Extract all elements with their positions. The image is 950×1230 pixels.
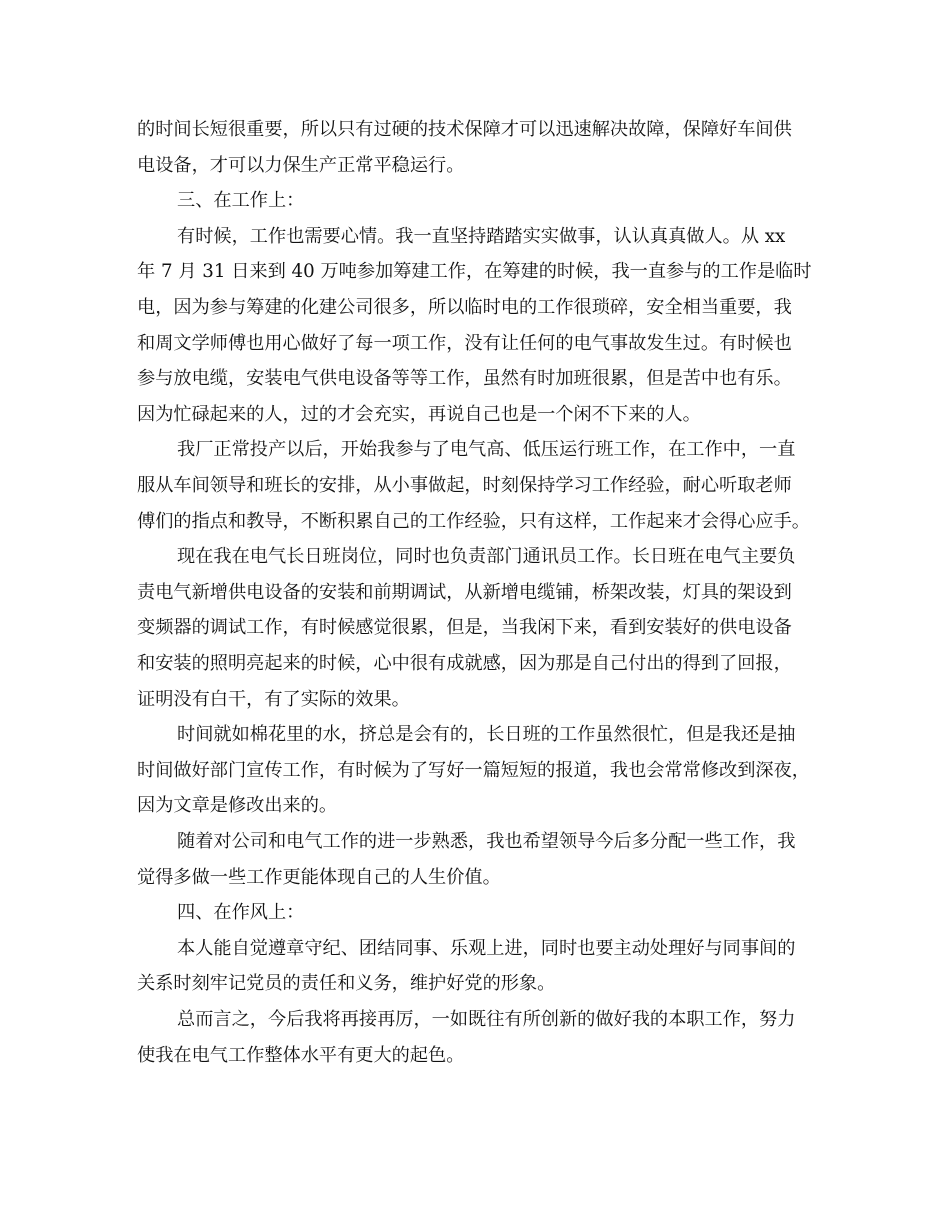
text-line: 时间做好部门宣传工作，有时候为了写好一篇短短的报道，我也会常常修改到深夜， — [137, 759, 810, 781]
text-line: 电设备，才可以力保生产正常平稳运行。 — [137, 154, 465, 176]
text-line: 和周文学师傅也用心做好了每一项工作，没有让任何的电气事故发生过。有时候也 — [137, 332, 792, 354]
text-line: 服从车间领导和班长的安排，从小事做起，时刻保持学习工作经验，耐心听取老师 — [137, 475, 792, 496]
text-line: 因为文章是修改出来的。 — [137, 795, 338, 817]
text-line: 总而言之，今后我将再接再厉，一如既往有所创新的做好我的本职工作，努力 — [177, 1009, 796, 1030]
text-line: 三、在工作上： — [177, 190, 305, 212]
text-line: 因为忙碌起来的人，过的才会充实，再说自己也是一个闲不下来的人。 — [137, 403, 701, 425]
text-line: 变频器的调试工作，有时候感觉很累，但是，当我闲下来，看到安装好的供电设备 — [137, 617, 792, 639]
text-line: 觉得多做一些工作更能体现自己的人生价值。 — [137, 866, 501, 888]
text-line: 电，因为参与筹建的化建公司很多，所以临时电的工作很琐碎，安全相当重要，我 — [137, 297, 792, 318]
text-line: 四、在作风上： — [177, 902, 305, 924]
text-line: 的时间长短很重要，所以只有过硬的技术保障才可以迅速解决故障，保障好车间供 — [137, 119, 792, 140]
text-line: 使我在电气工作整体水平有更大的起色。 — [137, 1044, 465, 1066]
text-line: 本人能自觉遵章守纪、团结同事、乐观上进，同时也要主动处理好与同事间的 — [177, 937, 796, 959]
text-line: 证明没有白干，有了实际的效果。 — [137, 688, 410, 710]
text-line: 傅们的指点和教导，不断积累自己的工作经验，只有这样，工作起来才会得心应手。 — [137, 510, 810, 532]
text-line: 责电气新增供电设备的安装和前期调试，从新增电缆铺，桥架改装，灯具的架设到 — [137, 581, 792, 603]
text-line: 年 7 月 31 日来到 40 万吨参加筹建工作，在筹建的时候，我一直参与的工作是临时 — [137, 261, 812, 283]
text-line: 关系时刻牢记党员的责任和义务，维护好党的形象。 — [137, 973, 556, 995]
text-line: 我厂正常投产以后，开始我参与了电气高、低压运行班工作，在工作中，一直 — [177, 439, 796, 461]
text-line: 有时候，工作也需要心情。我一直坚持踏踏实实做事，认认真真做人。从 xx — [177, 225, 786, 247]
text-line: 时间就如棉花里的水，挤总是会有的，长日班的工作虽然很忙，但是我还是抽 — [177, 724, 796, 746]
text-line: 现在我在电气长日班岗位，同时也负责部门通讯员工作。长日班在电气主要负 — [177, 546, 796, 568]
text-line: 参与放电缆，安装电气供电设备等等工作，虽然有时加班很累，但是苦中也有乐。 — [137, 368, 792, 390]
text-line: 和安装的照明亮起来的时候，心中很有成就感，因为那是自己付出的得到了回报， — [137, 653, 792, 674]
text-line: 随着对公司和电气工作的进一步熟悉，我也希望领导今后多分配一些工作，我 — [177, 831, 796, 852]
